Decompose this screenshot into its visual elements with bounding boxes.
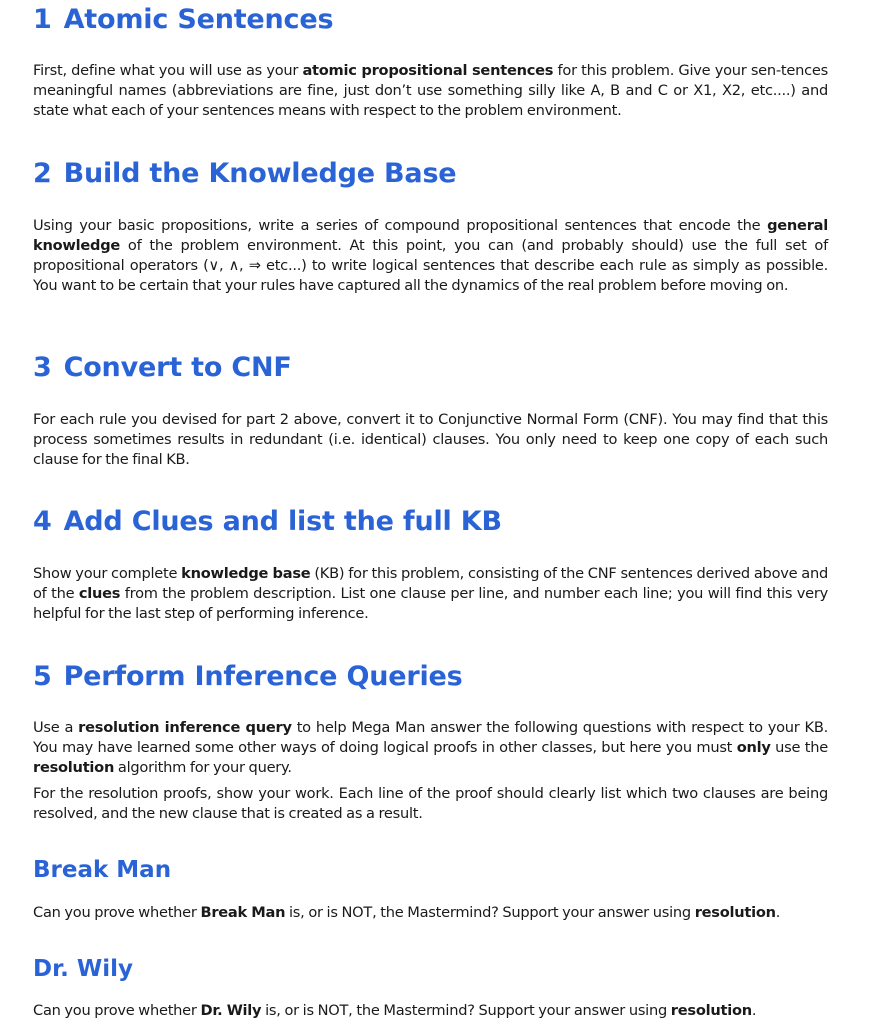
subheading-break-man: Break Man [33,857,172,883]
build-kb-paragraph: Using your basic propositions, write a series of compound propositional sentences that encode the general knowledge of the problem environment. At this point, you can (and probably should) use the full set of propositional operators (∨, ∧, ⇒ etc...) to write logical sentences that describe each rule as simply as possible. You want to be certain that your rules have captured all the dynamics of the real problem before moving on. [33,217,828,294]
section-heading-add-clues: 4 Add Clues and list the full KB [33,506,502,537]
break-man-question: Can you prove whether Break Man is, or is NOT, the Mastermind? Support your answer using resolution. [33,904,781,921]
section-heading-convert-to-cnf: 3 Convert to CNF [33,352,292,383]
add-clues-paragraph: Show your complete knowledge base (KB) for this problem, consisting of the CNF sentences derived above and of the clues from the problem description. List one clause per line, and number each line; you will find this very helpful for the last step of performing inference. [33,565,828,622]
resolution-proofs-paragraph: For the resolution proofs, show your work. Each line of the proof should clearly list which two clauses are being resolved, and the new clause that is created as a result. [33,785,828,822]
dr-wily-question: Can you prove whether Dr. Wily is, or is NOT, the Mastermind? Support your answer using resolution. [33,1002,757,1019]
atomic-sentences-paragraph: First, define what you will use as your atomic propositional sentences for this problem. Give your sen-tences meaningful names (abbreviations are fine, just don’t use something silly like A, B and C or X1, X2, etc....) and state what each of your sentences means with respect to the problem environment. [33,62,828,119]
subheading-dr-wily: Dr. Wily [33,956,134,982]
convert-cnf-paragraph: For each rule you devised for part 2 above, convert it to Conjunctive Normal Form (CNF). You may find that this process sometimes results in redundant (i.e. identical) clauses. You only need to keep one copy of each such clause for the final KB. [33,411,828,468]
section-heading-perform-inference: 5 Perform Inference Queries [33,661,463,692]
section-heading-build-knowledge-base: 2 Build the Knowledge Base [33,158,457,189]
section-heading-atomic-sentences: 1 Atomic Sentences [33,4,334,35]
inference-paragraph: Use a resolution inference query to help Mega Man answer the following questions with respect to your KB. You may have learned some other ways of doing logical proofs in other classes, but here you must only use the resolution algorithm for your query. [33,719,828,776]
